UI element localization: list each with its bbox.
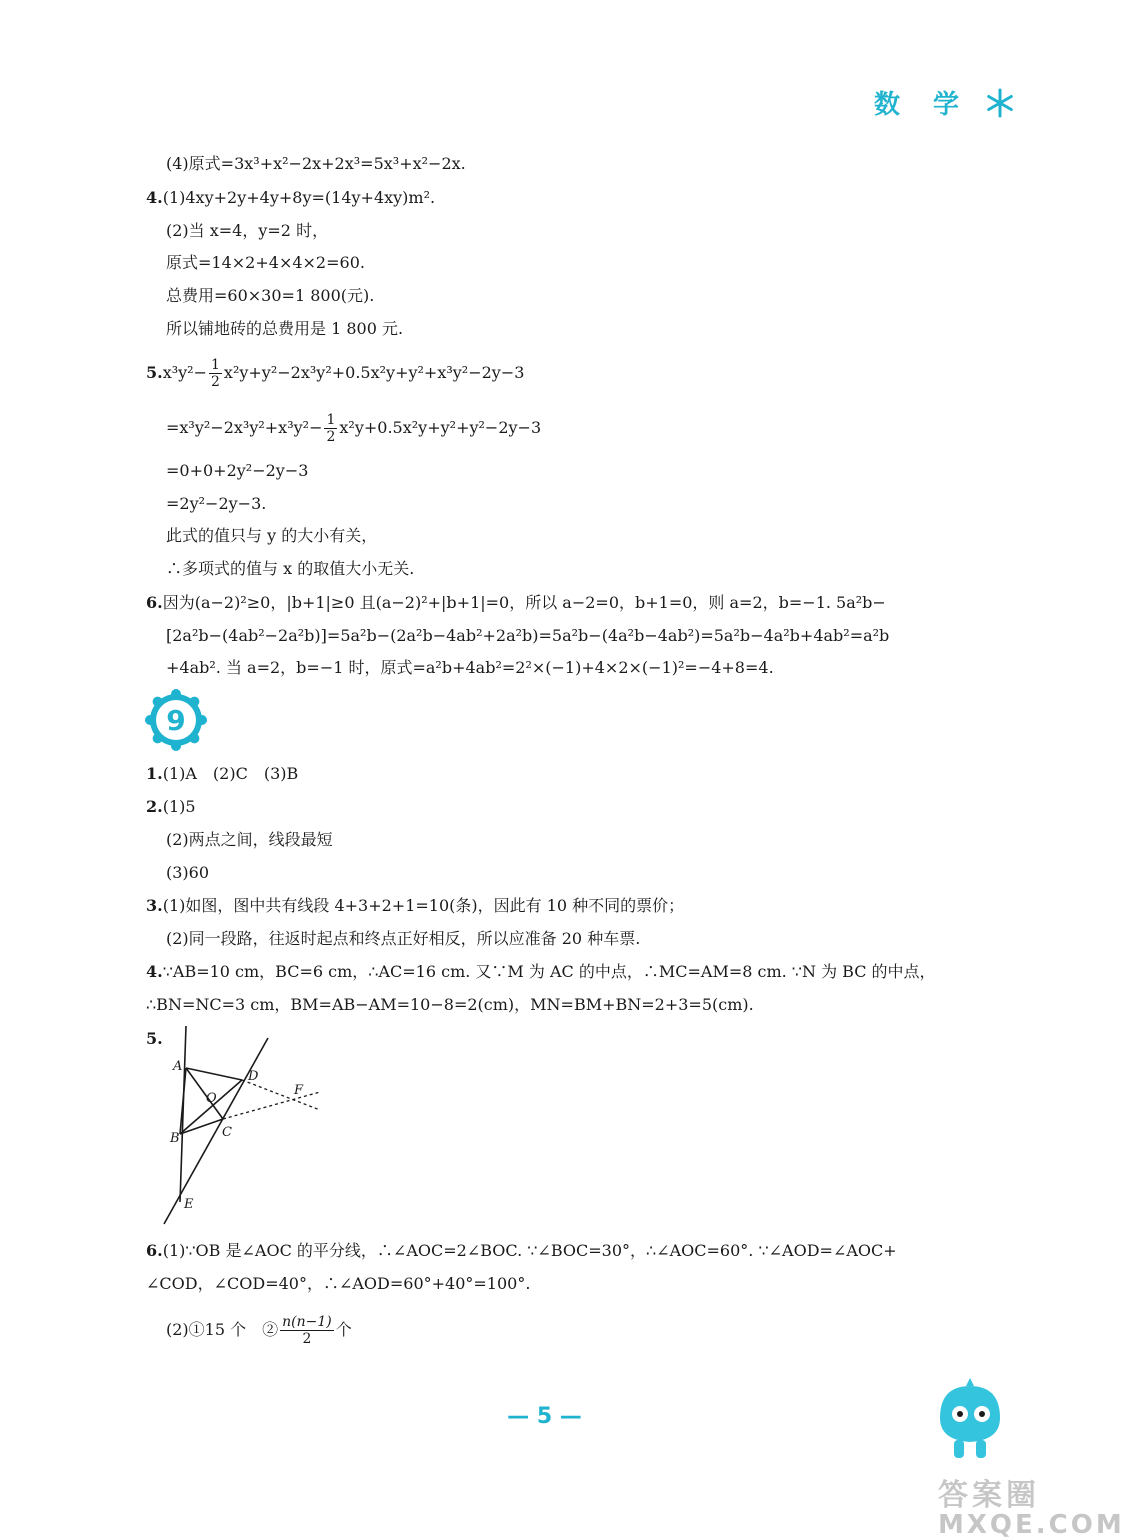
section-badge — [146, 690, 206, 750]
prev-q5-line5: 此式的值只与 y 的大小有关， — [166, 526, 378, 545]
fraction-half: $\frac{1}{2}$ — [211, 357, 220, 390]
s9-q2-part3: (3)60 — [166, 863, 210, 882]
s9-q5-number: 5. — [146, 1029, 163, 1048]
s9-q4-line2: ∴BN=NC=3 cm，BM=AB−AM=10−8=2(cm)，MN=BM+BN=2+3=5(cm). — [146, 995, 754, 1014]
s9-q6-line1: 6.(1)∵OB 是∠AOC 的平分线，∴∠AOC=2∠BOC. ∵∠BOC=30°，∴∠AOC=60°. ∵∠AOD=∠AOC+ — [146, 1241, 897, 1260]
prev-q3-part4: (4)原式=3x³+x²−2x+2x³=5x³+x²−2x. — [166, 154, 466, 173]
s9-q2-part2: (2)两点之间，线段最短 — [166, 830, 333, 849]
header — [874, 84, 1015, 121]
prev-q5-line1 — [146, 357, 524, 390]
line-AE — [180, 1026, 186, 1202]
question-number: 6. — [146, 593, 163, 612]
prev-q4-part2: (2)当 x=4，y=2 时， — [166, 221, 329, 240]
expr-part: x²y+y²−2x³y²+0.5x²y+y²+x³y²−2y−3 — [223, 363, 525, 382]
label-F: F — [294, 1083, 304, 1098]
prev-q4-part5: 所以铺地砖的总费用是 1 800 元. — [166, 319, 404, 338]
prev-q6-line2: [2a²b−(4ab²−2a²b)]=5a²b−(2a²b−4ab²+2a²b)=5a²b−(4a²b−4ab²)=5a²b−4a²b+4ab²=a²b — [166, 626, 890, 645]
answer-text: (1)4xy+2y+4y+8y=(14y+4xy)m². — [162, 188, 436, 207]
label-D: D — [248, 1069, 259, 1084]
geometry-figure — [158, 1024, 338, 1234]
prev-q6-line3: +4ab². 当 a=2，b=−1 时，原式=a²b+4ab²=2²×(−1)+4×2×(−1)²=−4+8=4. — [166, 658, 774, 677]
s9-q6-line3: (2)①15 个 ② $\frac{n(n-1)}{2}$ 个 — [166, 1314, 352, 1347]
segment-AD — [186, 1068, 242, 1080]
s9-q3-line1: 3.(1)如图，图中共有线段 4+3+2+1=10(条)，因此有 10 种不同的票价； — [146, 896, 685, 915]
prev-q5-line3: =0+0+2y²−2y−3 — [166, 461, 309, 480]
prev-q4-line1 — [146, 187, 435, 209]
fraction-half: $\frac{1}{2}$ — [326, 412, 336, 445]
watermark-line2: MXQE.COM — [938, 1510, 1125, 1540]
question-number: 5. — [146, 363, 163, 382]
segment-BD — [180, 1080, 242, 1134]
prev-q4-part4: 总费用=60×30=1 800(元). — [166, 286, 375, 305]
mascot-icon — [930, 1378, 1010, 1468]
prev-q5-line6: ∴多项式的值与 x 的取值大小无关. — [166, 559, 415, 578]
segment-AC — [186, 1068, 223, 1119]
prev-q4-part3: 原式=14×2+4×4×2=60. — [166, 253, 365, 272]
ray-DF — [242, 1080, 320, 1110]
page-number: — 5 — — [507, 1404, 582, 1429]
label-C: C — [222, 1125, 232, 1140]
prev-q6-line1: 6.因为(a−2)²≥0，|b+1|≥0 且(a−2)²+|b+1|=0，所以 a−2=0，b+1=0，则 a=2，b=−1. 5a²b− — [146, 593, 886, 612]
label-E: E — [184, 1197, 194, 1212]
label-A: A — [173, 1059, 183, 1074]
s9-q6-line2: ∠COD，∠COD=40°，∴∠AOD=60°+40°=100°. — [146, 1274, 531, 1293]
label-B: B — [170, 1131, 180, 1146]
subject-title: 数 学 — [873, 90, 971, 120]
prev-q5-line4: =2y²−2y−3. — [166, 494, 267, 513]
watermark — [938, 1470, 1125, 1540]
fraction-n-n-minus-1-over-2: $\frac{n(n-1)}{2}$ — [282, 1314, 332, 1347]
s9-q3-part2: (2)同一段路，往返时起点和终点正好相反，所以应准备 20 种车票. — [166, 929, 641, 948]
expr-part: x³y²− — [162, 363, 207, 382]
segment-BC — [180, 1119, 223, 1134]
s9-q4-line1: 4.∵AB=10 cm，BC=6 cm，∴AC=16 cm. 又∵M 为 AC 的中点，∴MC=AM=8 cm. ∵N 为 BC 的中点， — [146, 962, 936, 981]
label-O: O — [206, 1091, 217, 1106]
s9-q1: 1.(1)A (2)C (3)B — [146, 764, 299, 783]
ray-CF — [223, 1092, 320, 1119]
watermark-line1: 答案圈 — [938, 1478, 1040, 1513]
s9-q2-line1: 2.(1)5 — [146, 797, 196, 816]
question-number: 4. — [146, 188, 163, 207]
prev-q5-line2: =x³y²−2x³y²+x³y²− $\frac{1}{2}$ x²y+0.5x²y+y²+y²−2y−3 — [166, 412, 542, 445]
snowflake-icon — [985, 88, 1015, 118]
section-number: 9 — [166, 704, 186, 737]
